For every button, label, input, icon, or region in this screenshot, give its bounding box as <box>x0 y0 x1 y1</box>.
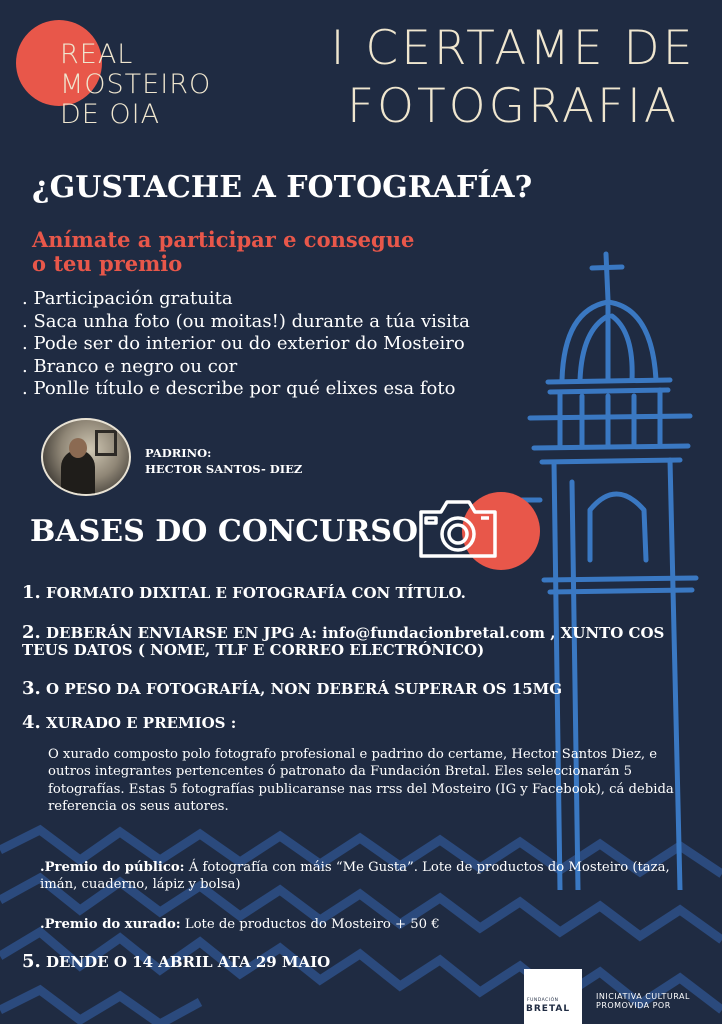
bullet-item: . Branco e negro ou cor <box>22 355 238 377</box>
padrino-name: HECTOR SANTOS- DIEZ <box>145 462 303 476</box>
padrino-info <box>145 445 302 477</box>
bullet-item: . Saca unha foto (ou moitas!) durante a túa visita <box>22 310 470 332</box>
logo <box>60 40 211 130</box>
bullet-item: . Participación gratuita <box>22 288 233 309</box>
rule-text: DEBERÁN ENVIARSE EN JPG A: info@fundacionbretal.com , XUNTO COS TEUS DATOS ( NOME, TLF E CORREO ELECTRÓNICO) <box>22 624 665 659</box>
rule-text: O PESO DA FOTOGRAFÍA, NON DEBERÁ SUPERAR OS 15MG <box>46 680 563 698</box>
rule-1 <box>22 584 466 602</box>
avatar <box>41 418 131 496</box>
premio-publico <box>40 859 690 894</box>
rule-5 <box>22 953 330 971</box>
sponsor-small-text: FUNDACIÓN <box>527 998 559 1003</box>
subtitle-line-2: o teu premio <box>32 251 183 276</box>
logo-line-3: DE OIA <box>60 99 161 130</box>
sponsor-logo <box>524 969 582 1024</box>
logo-line-2: MOSTEIRO <box>60 69 212 100</box>
rule-text: DENDE O 14 ABRIL ATA 29 MAIO <box>46 953 331 971</box>
iniciativa-text <box>596 992 690 1010</box>
iniciativa-line-1: INICIATIVA CULTURAL <box>596 992 690 1001</box>
rule-number: 2. <box>22 622 41 643</box>
padrino-label: PADRINO: <box>145 446 212 460</box>
title-line-2: FOTOGRAFIA <box>346 79 680 134</box>
avatar-head <box>69 438 87 458</box>
avatar-frame <box>95 430 117 456</box>
rule-number: 4. <box>22 712 41 733</box>
premio-publico-text: Á fotografía con máis “Me Gusta”. Lote de productos do Mosteiro (taza, imán, cuaderno, lápiz y bolsa) <box>40 860 670 893</box>
rule-2 <box>22 624 702 659</box>
rule-number: 5. <box>22 951 41 972</box>
rule-4 <box>22 714 236 732</box>
xurado-description: O xurado composto polo fotografo profesional e padrino do certame, Hector Santos Diez, e outros integrantes pertencentes ó patronato da Fundación Bretal. Eles seleccionarán 5 fotografías. Estas 5 fotografías publicaranse nas rrss del Mosteiro (IG y Facebook), cá debida referencia os seus autores. <box>48 747 674 814</box>
sponsor-name: BRETAL <box>526 1004 571 1014</box>
rule-3 <box>22 680 562 698</box>
logo-line-1: REAL <box>60 39 134 70</box>
premio-xurado <box>40 917 440 932</box>
camera-icon <box>417 496 499 562</box>
rule-number: 1. <box>22 582 41 603</box>
page-title <box>318 20 708 136</box>
premio-xurado-text: Lote de productos do Mosteiro + 50 € <box>180 917 440 932</box>
rule-text: XURADO E PREMIOS : <box>46 714 237 732</box>
bullet-item: . Ponlle título e describe por qué elixes esa foto <box>22 378 456 399</box>
subtitle <box>32 228 414 276</box>
subtitle-line-1: Anímate a participar e consegue <box>32 227 415 252</box>
premio-publico-label: .Premio do público: <box>40 860 185 875</box>
premio-xurado-label: .Premio do xurado: <box>40 917 181 932</box>
bullet-list <box>22 288 470 401</box>
bases-heading: BASES DO CONCURSO <box>30 514 419 549</box>
iniciativa-line-2: PROMOVIDA POR <box>596 1001 671 1010</box>
question-heading: ¿GUSTACHE A FOTOGRAFÍA? <box>32 170 533 205</box>
bullet-item: . Pode ser do interior ou do exterior do Mosteiro <box>22 333 465 354</box>
rule-text: FORMATO DIXITAL E FOTOGRAFÍA CON TÍTULO. <box>46 584 466 602</box>
rule-number: 3. <box>22 678 41 699</box>
title-line-1: I CERTAME DE <box>330 21 696 76</box>
